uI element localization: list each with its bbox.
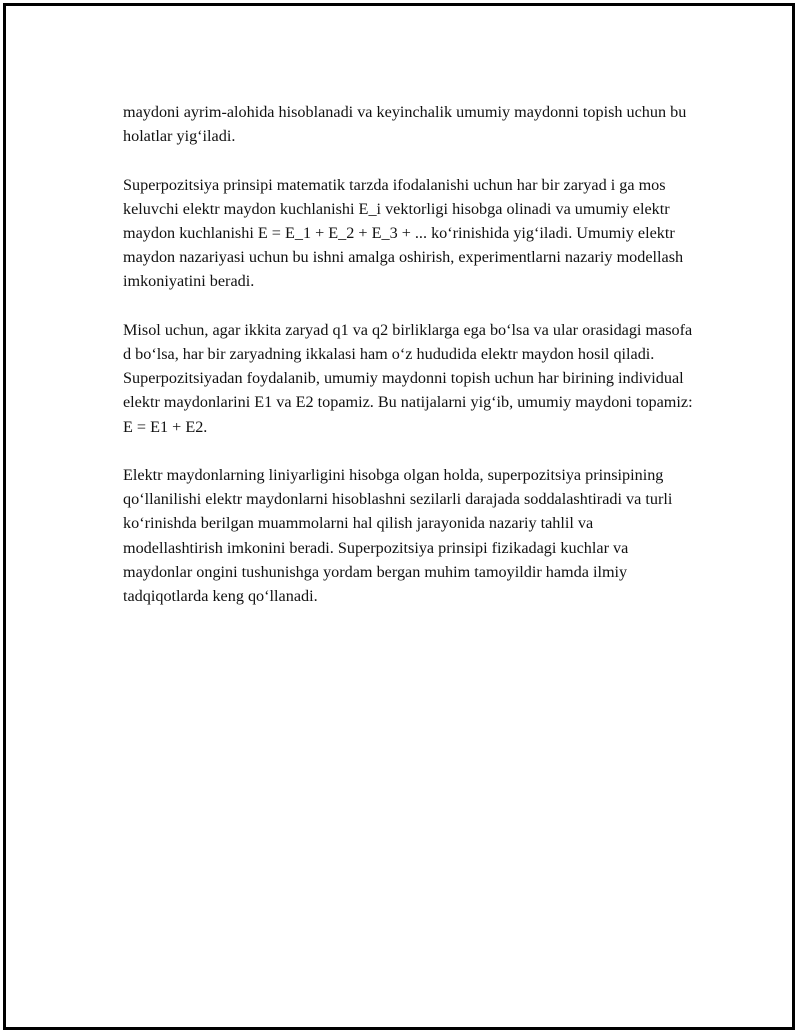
paragraph-2: Superpozitsiya prinsipi matematik tarzda ifodalanishi uchun har bir zaryad i ga mos keluvchi elektr maydon kuchlanishi E_i vektorligi hisobga olinadi va umumiy elektr maydon kuchlanishi E = E_1 + E_2 + E_3 + ... ko‘rinishida yig‘iladi. Umumiy elektr maydon nazariyasi uchun bu ishni amalga oshirish, experimentlarni nazariy modellash imkoniyatini beradi. — [123, 175, 684, 291]
page-frame — [3, 3, 795, 1030]
document-body — [123, 100, 695, 608]
paragraph-1: maydoni ayrim-alohida hisoblanadi va keyinchalik umumiy maydonni topish uchun bu holatlar yig‘iladi. — [123, 103, 687, 146]
paragraph-4: Elektr maydonlarning liniyarligini hisobga olgan holda, superpozitsiya prinsipining qo‘llanilishi elektr maydonlarni hisoblashni sezilarli darajada soddalashtiradi va turli ko‘rinishda berilgan muammolarni hal qilish jarayonida nazariy tahlil va modellashtirish imkonini beradi. Superpozitsiya prinsipi fizikadagi kuchlar va maydonlar ongini tushunishga yordam bergan muhim tamoyildir hamda ilmiy tadqiqotlarda keng qo‘llanadi. — [123, 466, 673, 606]
paragraph-3: Misol uchun, agar ikkita zaryad q1 va q2 birliklarga ega bo‘lsa va ular orasidagi masofa d bo‘lsa, har bir zaryadning ikkalasi ham o‘z hududida elektr maydon hosil qiladi. Superpozitsiyadan foydalanib, umumiy maydonni topish uchun har birining individual elektr maydonlarini E1 va E2 topamiz. Bu natijalarni yig‘ib, umumiy maydoni topamiz: E = E1 + E2. — [123, 320, 693, 436]
